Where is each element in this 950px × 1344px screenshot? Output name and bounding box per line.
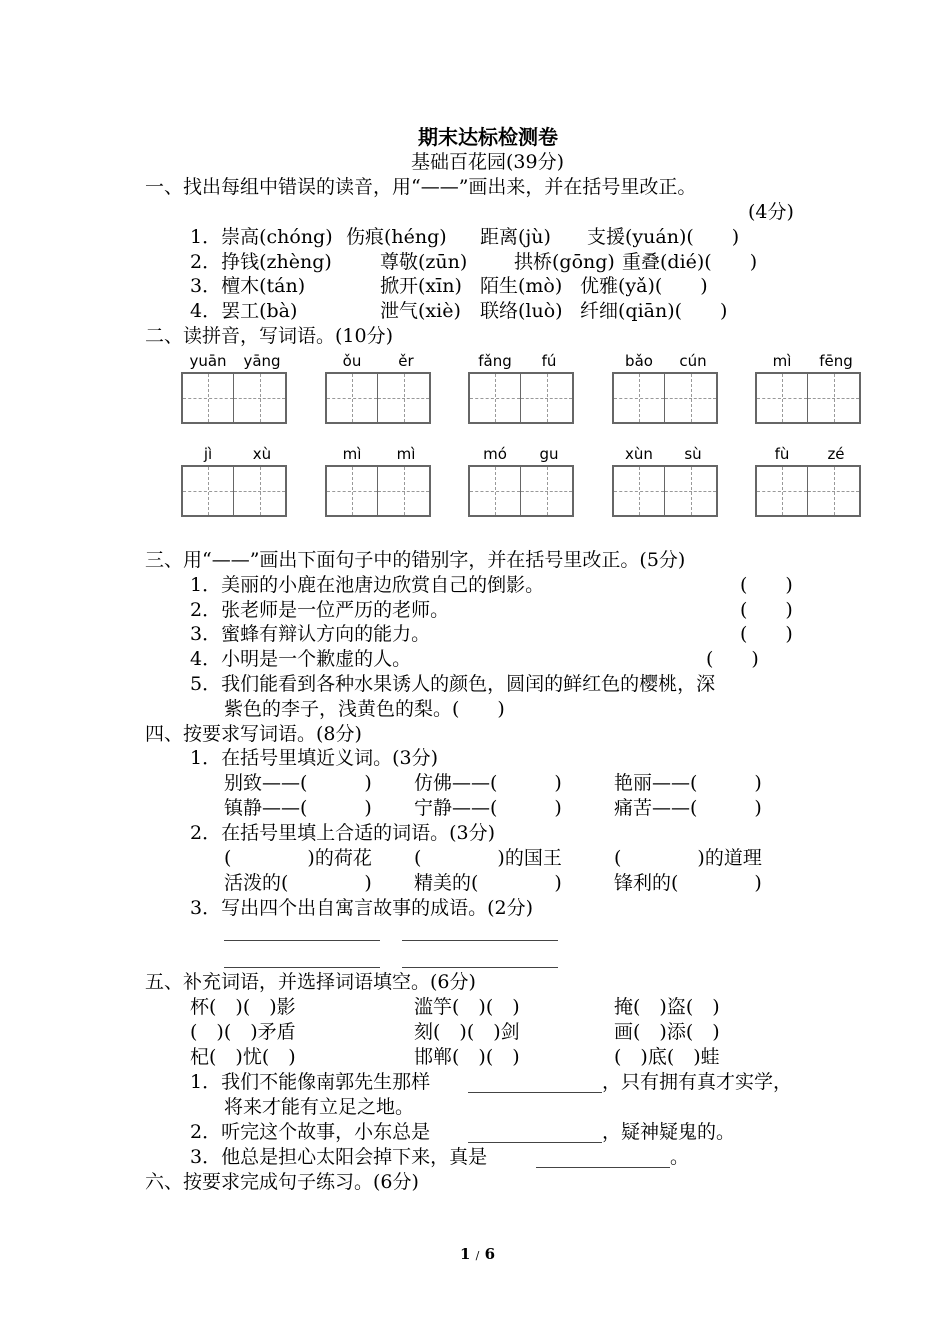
s5-r2-b: 刻( )( )剑 <box>414 1021 520 1043</box>
s3-item-1: 1．美丽的小鹿在池唐边欣赏自己的倒影。 <box>190 574 545 596</box>
pinyin-label: ǒu <box>342 352 362 370</box>
answer-box[interactable] <box>325 465 431 517</box>
page-subtitle: 基础百花园(39分) <box>411 151 565 173</box>
answer-line[interactable] <box>468 1092 602 1093</box>
answer-box[interactable] <box>325 372 431 424</box>
s1-row-4-b: 泄气(xiè) <box>380 300 461 322</box>
page-current: 1 <box>460 1245 471 1263</box>
pinyin-label: sù <box>684 445 702 463</box>
s3-item-5: 5．我们能看到各种水果诱人的颜色，圆闰的鲜红色的樱桃，深 <box>190 673 716 695</box>
s1-row-3-d: 优雅(yǎ)( ) <box>580 275 708 297</box>
s1-row-1-b: 伤痕(héng) <box>346 226 447 248</box>
s5-r2-c: 画( )添( ) <box>614 1021 720 1043</box>
s1-row-4-c: 联络(luò) <box>480 300 563 322</box>
section-4-heading: 四、按要求写词语。(8分) <box>145 723 362 745</box>
pinyin-label: fù <box>774 445 790 463</box>
s3-item-2: 2．张老师是一位严历的老师。 <box>190 599 450 621</box>
answer-box[interactable] <box>755 372 861 424</box>
s5-r3-a: 杞( )忧( ) <box>190 1046 296 1068</box>
s4-q1-r1-b: 仿佛——( ) <box>414 772 562 794</box>
pinyin-label: fǎng <box>478 352 512 370</box>
answer-line[interactable] <box>402 967 558 968</box>
s4-q2-r1-c: ( )的道理 <box>614 847 762 869</box>
s5-r1-b: 滥竽( )( ) <box>414 996 520 1018</box>
pinyin-label: yuān <box>189 352 227 370</box>
s1-row-3-a: 3．檀木(tán) <box>190 275 306 297</box>
pinyin-label: mì <box>772 352 792 370</box>
s5-r2-a: ( )( )矛盾 <box>190 1021 296 1043</box>
s3-blank-1[interactable]: ( ) <box>740 574 793 596</box>
s4-q1-r2-b: 宁静——( ) <box>414 797 562 819</box>
s5-item-3: 3．他总是担心太阳会掉下来，真是 <box>190 1146 488 1168</box>
answer-line[interactable] <box>402 940 558 941</box>
section-2-heading: 二、读拼音，写词语。(10分) <box>145 325 394 347</box>
pinyin-label: xùn <box>625 445 653 463</box>
s4-q2-r2-c: 锋利的( ) <box>614 872 762 894</box>
s5-item-2: 2．听完这个故事，小东总是 <box>190 1121 431 1143</box>
s5-r3-c: ( )底( )蛙 <box>614 1046 720 1068</box>
s1-row-2-a: 2．挣钱(zhèng) <box>190 251 332 273</box>
answer-line[interactable] <box>468 1142 602 1143</box>
s5-r3-b: 邯郸( )( ) <box>414 1046 520 1068</box>
pinyin-label: xù <box>252 445 272 463</box>
s4-q2-r2-b: 精美的( ) <box>414 872 562 894</box>
s3-item-4: 4．小明是一个歉虚的人。 <box>190 648 412 670</box>
s1-row-3-b: 掀开(xīn) <box>380 275 462 297</box>
s3-blank-4[interactable]: ( ) <box>706 648 759 670</box>
pinyin-label: fú <box>541 352 557 370</box>
s4-q1: 1．在括号里填近义词。(3分) <box>190 747 439 769</box>
answer-box[interactable] <box>181 372 287 424</box>
s1-row-4-d: 纤细(qiān)( ) <box>580 300 728 322</box>
s4-q2-r1-a: ( )的荷花 <box>224 847 372 869</box>
s1-row-2-d: 重叠(dié)( ) <box>622 251 758 273</box>
pinyin-label: mó <box>483 445 507 463</box>
section-6-heading: 六、按要求完成句子练习。(6分) <box>145 1171 419 1193</box>
s1-row-4-a: 4．罢工(bà) <box>190 300 298 322</box>
s3-blank-2[interactable]: ( ) <box>740 599 793 621</box>
section-5-heading: 五、补充词语，并选择词语填空。(6分) <box>145 971 476 993</box>
page-number <box>460 1242 495 1268</box>
s4-q3: 3．写出四个出自寓言故事的成语。(2分) <box>190 897 534 919</box>
pinyin-label: yāng <box>243 352 281 370</box>
section-3-heading: 三、用“——”画出下面句子中的错别字，并在括号里改正。(5分) <box>145 549 686 571</box>
pinyin-label: mì <box>342 445 362 463</box>
pinyin-label: fēng <box>819 352 853 370</box>
s4-q1-r1-a: 别致——( ) <box>224 772 372 794</box>
pinyin-label: mì <box>396 445 416 463</box>
s5-item-1-end: ，只有拥有真才实学， <box>602 1071 793 1093</box>
s4-q1-r2-a: 镇静——( ) <box>224 797 372 819</box>
page-title: 期末达标检测卷 <box>418 125 558 149</box>
s5-r1-a: 杯( )( )影 <box>190 996 296 1018</box>
answer-line[interactable] <box>224 940 380 941</box>
s5-item-1-cont: 将来才能有立足之地。 <box>224 1096 415 1118</box>
answer-box[interactable] <box>612 465 718 517</box>
answer-box[interactable] <box>181 465 287 517</box>
answer-box[interactable] <box>755 465 861 517</box>
s4-q2-r1-b: ( )的国王 <box>414 847 562 869</box>
s4-q2: 2．在括号里填上合适的词语。(3分) <box>190 822 496 844</box>
pinyin-label: cún <box>679 352 707 370</box>
answer-box[interactable] <box>468 465 574 517</box>
s3-blank-3[interactable]: ( ) <box>740 623 793 645</box>
page-separator: / <box>475 1249 480 1262</box>
s1-row-1-a: 1．崇高(chóng) <box>190 226 333 248</box>
s3-item-5-cont: 紫色的李子，浅黄色的梨。( ) <box>224 698 505 720</box>
s4-q1-r2-c: 痛苦——( ) <box>614 797 762 819</box>
page-total: 6 <box>484 1245 496 1263</box>
pinyin-label: gu <box>539 445 559 463</box>
pinyin-label: zé <box>827 445 845 463</box>
s3-item-3: 3．蜜蜂有辩认方向的能力。 <box>190 623 431 645</box>
answer-line[interactable] <box>536 1167 670 1168</box>
s5-item-2-end: ，疑神疑鬼的。 <box>602 1121 736 1143</box>
answer-line[interactable] <box>224 967 380 968</box>
s5-item-1: 1．我们不能像南郭先生那样 <box>190 1071 431 1093</box>
pinyin-label: bǎo <box>625 352 653 370</box>
section-1-heading: 一、找出每组中错误的读音，用“——”画出来，并在括号里改正。 <box>145 176 697 198</box>
s1-row-2-c: 拱桥(gōng) <box>514 251 615 273</box>
s1-row-2-b: 尊敬(zūn) <box>380 251 468 273</box>
s1-row-3-c: 陌生(mò) <box>480 275 563 297</box>
s1-row-1-c: 距离(jù) <box>480 226 551 248</box>
pinyin-label: ěr <box>398 352 414 370</box>
s4-q1-r1-c: 艳丽——( ) <box>614 772 762 794</box>
answer-box[interactable] <box>612 372 718 424</box>
pinyin-label: jì <box>203 445 213 463</box>
section-1-score: (4分) <box>748 201 794 223</box>
answer-box[interactable] <box>468 372 574 424</box>
s5-r1-c: 掩( )盗( ) <box>614 996 720 1018</box>
s1-row-1-d: 支援(yuán)( ) <box>587 226 740 248</box>
s5-item-3-end: 。 <box>670 1146 690 1168</box>
s4-q2-r2-a: 活泼的( ) <box>224 872 372 894</box>
